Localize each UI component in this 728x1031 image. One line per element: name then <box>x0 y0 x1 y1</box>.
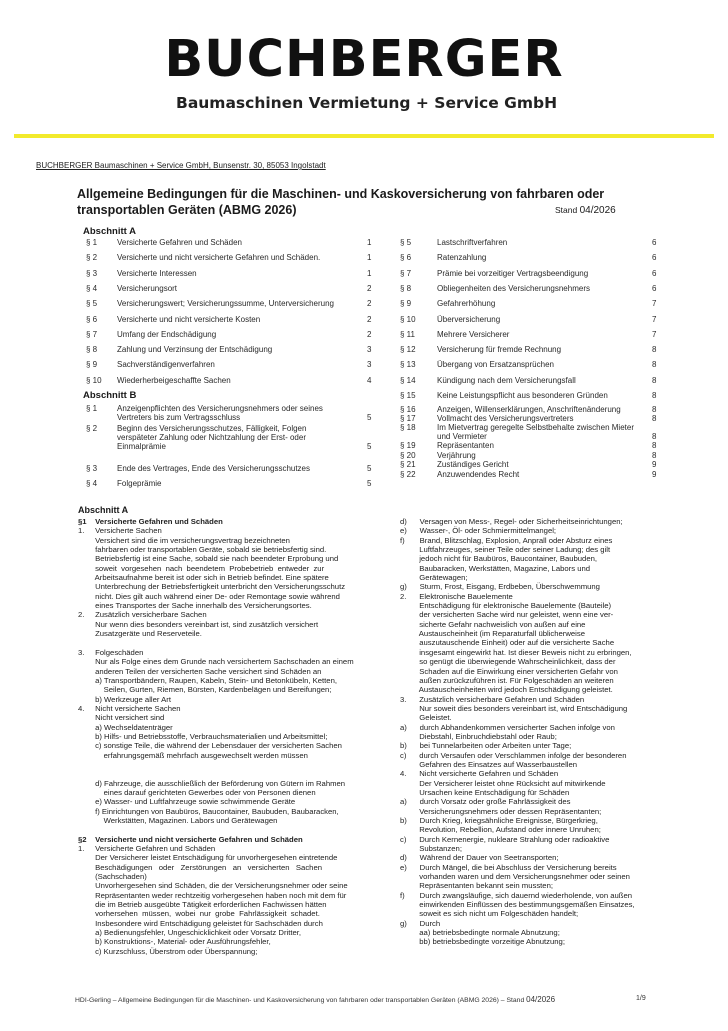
body-text-line: vorhersehen müssen, wobei nur grobe Fahrlässigkeit schadet. <box>78 909 320 919</box>
header-accent-rule <box>14 134 714 138</box>
body-text-line: a) Bedienungsfehler, Ungeschicklichkeit oder Vorsatz Dritter, <box>78 928 302 938</box>
body-text-line: 2. Zusätzlich versicherbare Sachen <box>78 610 207 620</box>
body-text-line: Nicht versichert sind <box>78 713 165 723</box>
body-text-line <box>78 769 396 778</box>
toc-entry-page: 1 <box>367 238 372 247</box>
body-text-line: außen zurückzuführen ist. Für Folgeschäden an weiteren <box>400 675 614 685</box>
toc-entry-page: 8 <box>652 391 657 400</box>
body-text-line: b) Durch Krieg, kriegsähnliche Ereignisse, Bürgerkrieg, <box>400 816 598 825</box>
toc-entry-number: § 3 <box>86 464 98 473</box>
toc-entry-number: § 21 <box>400 460 416 469</box>
toc-section-b-right <box>400 405 662 495</box>
body-text-line: Beschädigungen oder Zerstörungen an versicherten Sachen <box>78 862 323 872</box>
toc-entry-number: § 5 <box>400 238 412 247</box>
body-text-line: Werkstätten, Magazinen. Labors und Gerätewagen <box>78 816 278 825</box>
toc-entry-page: 5 <box>367 464 372 473</box>
toc-entry-page: 9 <box>652 460 657 469</box>
toc-entry-number: § 10 <box>400 314 416 324</box>
page-number: 1/9 <box>636 995 646 1002</box>
toc-entry-number: § 8 <box>86 345 98 355</box>
toc-section-a-left <box>86 238 378 388</box>
toc-entry-number: § 10 <box>86 375 102 385</box>
body-text-line: aa) betriebsbedingte normale Abnutzung; <box>400 928 560 938</box>
toc-entry-page: 2 <box>367 314 372 324</box>
body-text-line: (Sachschaden) <box>78 872 147 882</box>
toc-entry-number: § 18 <box>400 423 416 432</box>
body-text-line: Repräsentanten weder rechtzeitig vorhergesehen haben noch mit dem für <box>78 890 347 900</box>
body-text-line: Repräsentanten bekannt sein mussten; <box>400 881 553 891</box>
toc-entry-number: § 19 <box>400 441 416 450</box>
body-text-line: c) Durch Kernenergie, nukleare Strahlung oder radioaktive <box>400 834 610 844</box>
toc-entry-title: Überversicherung <box>437 314 501 324</box>
toc-entry-title: Obliegenheiten des Versicherungsnehmers <box>437 283 590 293</box>
toc-entry-page: 5 <box>367 413 372 422</box>
toc-entry-title: Versicherte und nicht versicherte Kosten <box>117 314 261 324</box>
toc-entry-number: § 7 <box>86 329 98 339</box>
toc-entry-number: § 4 <box>86 283 98 293</box>
body-text-line: eines darauf gerichteten Gewerbes oder von Personen dienen <box>78 787 316 797</box>
toc-entry-number: § 7 <box>400 268 412 278</box>
body-text-line: f) Durch zwangsläufige, sich dauernd wiederholende, von außen <box>400 890 633 900</box>
toc-entry-title: Zuständiges Gericht <box>437 460 509 469</box>
body-text-line: f) Einrichtungen von Baubüros, Baucontainer, Baubuden, Baubaracken, <box>78 806 339 816</box>
document-title: Allgemeine Bedingungen für die Maschinen- und Kaskoversicherung von fahrbaren oder transportablen Geräten (ABMG 2026) <box>77 187 605 217</box>
toc-entry-number: § 5 <box>86 299 98 309</box>
toc-entry-page: 4 <box>367 375 372 385</box>
toc-entry-page: 8 <box>652 432 657 441</box>
toc-entry-page: 9 <box>652 470 657 479</box>
body-left-column <box>78 517 396 956</box>
body-text-line: Baubaracken, Werkstätten, Magazine, Labors und <box>400 563 591 573</box>
toc-entry-title: Ratenzahlung <box>437 253 487 263</box>
body-text-line <box>78 638 396 647</box>
body-text-line: Insbesondere wird Entschädigung geleistet für Sachschäden durch <box>78 918 323 928</box>
clause-heading: §1 Versicherte Gefahren und Schäden <box>78 517 223 526</box>
toc-entry-page: 8 <box>652 360 657 370</box>
body-text-line: e) Durch Mängel, die bei Abschluss der Versicherung bereits <box>400 862 617 872</box>
body-text-line: insgesamt eingewirkt hat. Ist dieser Beweis nicht zu erbringen, <box>400 647 632 657</box>
body-text-line: Betriebsfertig ist eine Sache, sobald sie nach beendeter Erprobung und <box>78 554 339 564</box>
document-version <box>555 205 616 216</box>
toc-entry-title: Im Mietvertrag geregelte Selbstbehalte zwischen Mieter und Vermieter <box>437 423 634 441</box>
body-text-line: Geleistet. <box>400 713 452 723</box>
body-text-line: c) Kurzschluss, Überstrom oder Überspannung; <box>78 946 258 956</box>
body-text-line: jedoch nicht für Baubüros, Baucontainer, Baubuden, <box>400 554 598 564</box>
body-text-line: bb) betriebsbedingte vorzeitige Abnutzung; <box>400 937 565 947</box>
toc-entry-page: 8 <box>652 451 657 460</box>
body-text-line: Versicherungsnehmers oder dessen Repräsentanten; <box>400 806 602 816</box>
toc-entry-title: Folgeprämie <box>117 479 162 488</box>
toc-entry-number: § 9 <box>86 360 98 370</box>
toc-entry-title: Umfang der Endschädigung <box>117 329 217 339</box>
stand-value: 04/2026 <box>579 205 616 216</box>
toc-entry-title: Kündigung nach dem Versicherungsfall <box>437 375 576 385</box>
body-text-line: Zusatzgeräte und Reserveteile. <box>78 629 202 639</box>
toc-entry-title: Keine Leistungspflicht aus besonderen Gründen <box>437 391 608 400</box>
body-text-line: 3. Folgeschäden <box>78 647 144 657</box>
toc-entry-title: Beginn des Versicherungsschutzes, Fälligkeit, Folgen verspäteter Zahlung oder Nichtzahlung der Erst- oder Einmalprämie <box>117 424 307 451</box>
toc-entry-number: § 6 <box>400 253 412 263</box>
toc-entry-number: § 6 <box>86 314 98 324</box>
body-text-line: b) Werkzeuge aller Art <box>78 694 171 704</box>
toc-entry-page: 1 <box>367 268 372 278</box>
body-text-line: soweit vorgesehen nach beendetem Probebetrieb entweder zur <box>78 563 325 573</box>
toc-entry-page: 6 <box>652 283 657 293</box>
toc-entry-page: 5 <box>367 442 372 451</box>
body-text-line <box>78 825 396 834</box>
toc-entry-page: 8 <box>652 414 657 423</box>
body-text-line: Unvorhergesehen sind Schäden, die der Versicherungsnehmer oder seine <box>78 881 348 891</box>
toc-entry-number: § 13 <box>400 360 416 370</box>
toc-entry-page: 7 <box>652 299 657 309</box>
toc-entry-page: 8 <box>652 441 657 450</box>
body-right-column <box>400 517 675 947</box>
toc-entry-number: § 3 <box>86 268 98 278</box>
toc-section-b-heading: Abschnitt B <box>83 390 137 401</box>
body-text-line: 1. Versicherte Sachen <box>78 526 162 536</box>
body-text-line: vorhanden waren und dem Versicherungsnehmer oder seinen <box>400 872 630 882</box>
body-text-line: f) Brand, Blitzschlag, Explosion, Anprall oder Absturz eines <box>400 535 613 545</box>
body-text-line <box>78 760 396 769</box>
body-text-line: Austauscheinheiten wird jedoch Entschädigung geleistet. <box>400 685 613 695</box>
body-text-line: Entschädigung für elektronische Bauelemente (Bauteile) <box>400 601 612 611</box>
stand-label: Stand <box>555 205 578 215</box>
body-text-line: anderen Teilen der versicherten Sache versichert sind Schäden an <box>78 666 322 676</box>
body-text-line: Nur wenn dies besonders vereinbart ist, sind zusätzlich versichert <box>78 619 319 629</box>
toc-entry-number: § 2 <box>86 253 98 263</box>
toc-entry-title: Versicherte und nicht versicherte Gefahren und Schäden. <box>117 253 321 263</box>
toc-entry-page: 2 <box>367 283 372 293</box>
toc-entry-number: § 8 <box>400 283 412 293</box>
toc-entry-page: 8 <box>652 345 657 355</box>
body-text-line: b) Konstruktions-, Material- oder Ausführungsfehler, <box>78 937 271 947</box>
body-text-line: Gefahren des Einsatzes auf Wasserbaustellen <box>400 759 578 769</box>
toc-entry-title: Wiederherbeigeschaffte Sachen <box>117 375 231 385</box>
toc-entry-title: Versicherungsort <box>117 283 178 293</box>
body-section-heading: Abschnitt A <box>78 505 129 515</box>
toc-entry-title: Vollmacht des Versicherungsvertreters <box>437 414 574 423</box>
body-text-line: Substanzen; <box>400 844 462 854</box>
toc-entry-page: 6 <box>652 268 657 278</box>
toc-entry-title: Verjährung <box>437 451 476 460</box>
toc-entry-title: Repräsentanten <box>437 441 494 450</box>
body-text-line: so genügt die überwiegende Wahrscheinlichkeit, dass der <box>400 657 616 667</box>
body-text-line: fahrbaren oder transportablen Geräte, sobald sie betriebsfertig sind. <box>78 545 327 555</box>
toc-entry-number: § 4 <box>86 479 98 488</box>
body-text-line: die im Betrieb ausgeübte Tätigkeit erforderlichen Fachwissen hätten <box>78 900 327 910</box>
body-text-line: einwirkenden Einflüssen des bestimmungsgemäßen Einsatzes, <box>400 900 635 910</box>
toc-entry-number: § 15 <box>400 391 416 400</box>
page-footer <box>75 995 555 1004</box>
toc-entry-title: Anzuwendendes Recht <box>437 470 520 479</box>
body-text-line: der versicherten Sache wird nur geleistet, wenn eine ver- <box>400 610 614 620</box>
toc-entry-page: 2 <box>367 329 372 339</box>
toc-entry-page: 7 <box>652 329 657 339</box>
body-text-line: a) durch Abhandenkommen versicherter Sachen infolge von <box>400 722 615 732</box>
toc-entry-number: § 1 <box>86 404 98 413</box>
body-text-line: Der Versicherer leistet Entschädigung für unvorhergesehen eintretende <box>78 853 338 863</box>
toc-entry-title: Versicherung für fremde Rechnung <box>437 345 562 355</box>
toc-entry-number: § 16 <box>400 405 416 414</box>
body-text-line: d) Versagen von Mess-, Regel- oder Sicherheitseinrichtungen; <box>400 517 623 526</box>
body-text-line: d) Fahrzeuge, die ausschließlich der Beförderung von Gütern im Rahmen <box>78 778 346 788</box>
toc-entry-title: Anzeigen, Willenserklärungen, Anschriftenänderung <box>437 405 621 414</box>
body-text-line: sicherte Gefahr nachweislich von außen auf eine <box>400 619 586 629</box>
body-text-line: soweit es sich nicht um Folgeschäden handelt; <box>400 909 579 919</box>
body-text-line: b) bei Tunnelarbeiten oder Arbeiten unter Tage; <box>400 741 572 751</box>
toc-entry-page: 2 <box>367 299 372 309</box>
toc-entry-number: § 11 <box>400 329 415 339</box>
toc-section-a-right <box>400 238 662 403</box>
body-text-line: a) Wechseldatenträger <box>78 722 173 732</box>
toc-entry-page: 6 <box>652 253 657 263</box>
toc-section-b-left <box>86 404 378 494</box>
toc-entry-title: Prämie bei vorzeitiger Vertragsbeendigung <box>437 268 589 278</box>
toc-entry-title: Sachverständigenverfahren <box>117 360 215 370</box>
toc-entry-title: Ende des Vertrages, Ende des Versicherungsschutzes <box>117 464 311 473</box>
body-text-line: b) Hilfs- und Betriebsstoffe, Verbrauchsmaterialien und Arbeitsmittel; <box>78 731 328 741</box>
toc-section-a-heading: Abschnitt A <box>83 226 136 237</box>
body-text-line: a) Transportbändern, Raupen, Kabeln, Stein- und Betonkübeln, Ketten, <box>78 675 337 685</box>
body-text-line: e) Wasser-, Öl- oder Schmiermittelmangel; <box>400 526 557 536</box>
toc-entry-page: 7 <box>652 314 657 324</box>
toc-entry-title: Zahlung und Verzinsung der Entschädigung <box>117 345 273 355</box>
toc-entry-number: § 20 <box>400 451 416 460</box>
body-text-line: Ursachen keine Entschädigung für Schäden <box>400 787 570 797</box>
toc-entry-number: § 9 <box>400 299 412 309</box>
toc-entry-page: 8 <box>652 375 657 385</box>
toc-entry-title: Gefahrerhöhung <box>437 299 496 309</box>
body-text-line: 4. Nicht versicherte Gefahren und Schäden <box>400 769 559 779</box>
body-text-line: e) Wasser- und Luftfahrzeuge sowie schwimmende Geräte <box>78 797 296 807</box>
company-subtitle: Baumaschinen Vermietung + Service GmbH <box>176 94 558 112</box>
toc-entry-page: 6 <box>652 238 657 247</box>
body-text-line: 3. Zusätzlich versicherbare Gefahren und Schäden <box>400 694 585 704</box>
toc-entry-number: § 22 <box>400 470 416 479</box>
toc-entry-title: Versicherte Gefahren und Schäden <box>117 238 242 247</box>
footer-text: HDI-Gerling – Allgemeine Bedingungen für die Maschinen- und Kaskoversicherung von fahrbaren oder transportablen Geräten (ABMG 2026) – Stand <box>75 997 525 1004</box>
toc-entry-title: Versicherte Interessen <box>117 268 197 278</box>
body-text-line: Gerätewagen; <box>400 573 468 583</box>
body-text-line: a) durch Vorsatz oder große Fahrlässigkeit des <box>400 797 571 807</box>
toc-entry-page: 5 <box>367 479 372 488</box>
body-text-line: Austauscheinheit (im Reparaturfall üblicherweise <box>400 629 586 639</box>
body-text-line: nicht. Dies gilt auch während einer De- oder Remontage sowie während <box>78 591 340 601</box>
toc-entry-number: § 17 <box>400 414 416 423</box>
body-text-line: 4. Nicht versicherte Sachen <box>78 703 181 713</box>
toc-entry-page: 8 <box>652 405 657 414</box>
body-text-line: Revolution, Rebellion, Aufstand oder innere Unruhen; <box>400 825 601 835</box>
body-text-line: d) Während der Dauer von Seetransporten; <box>400 853 559 863</box>
body-text-line: Versichert sind die im versicherungsvertrag bezeichneten <box>78 535 290 545</box>
body-text-line: Nur als Folge eines dem Grunde nach versichertem Sachschaden an einem <box>78 657 354 667</box>
toc-entry-number: § 1 <box>86 238 98 247</box>
toc-entry-page: 3 <box>367 360 372 370</box>
body-text-line: Diebstahl, Einbruchdiebstahl oder Raub; <box>400 731 557 741</box>
body-text-line: g) Durch <box>400 918 441 928</box>
toc-entry-number: § 14 <box>400 375 416 385</box>
toc-entry-title: Mehrere Versicherer <box>437 329 510 339</box>
company-logo-wordmark: BUCHBERGER <box>164 30 564 89</box>
toc-entry-number: § 2 <box>86 424 98 433</box>
toc-entry-page: 1 <box>367 253 372 263</box>
toc-entry-title: Versicherungswert; Versicherungssumme, Unterversicherung <box>117 299 334 309</box>
body-text-line: Unterbrechung der Betriebsfertigkeit unterbricht den Versicherungsschutz <box>78 582 346 592</box>
body-text-line: 2. Elektronische Bauelemente <box>400 591 513 601</box>
toc-entry-number: § 12 <box>400 345 416 355</box>
body-text-line: Luftfahrzeuges, seiner Teile oder seiner Ladung; des gilt <box>400 545 611 555</box>
toc-entry-title: Anzeigenpflichten des Versicherungsnehmers oder seines Vertreters bis zum Vertragsschluss <box>117 404 323 422</box>
body-text-line: 1. Versicherte Gefahren und Schäden <box>78 844 216 854</box>
toc-entry-title: Übergang von Ersatzansprüchen <box>437 360 554 370</box>
body-text-line: Seilen, Gurten, Riemen, Bürsten, Kardenbelägen und Bereifungen; <box>78 685 332 695</box>
toc-entry-title: Lastschriftverfahren <box>437 238 508 247</box>
footer-date: 04/2026 <box>526 995 556 1004</box>
sender-address-line: BUCHBERGER Baumaschinen + Service GmbH, Bunsenstr. 30, 85053 Ingolstadt <box>36 161 326 170</box>
toc-entry-page: 3 <box>367 345 372 355</box>
body-text-line: eines Transportes der Sache innerhalb des Versicherungsortes. <box>78 601 312 611</box>
body-text-line: Schaden auf die Einwirkung einer versicherten Gefahr von <box>400 666 618 676</box>
clause-heading: §2 Versicherte und nicht versicherte Gefahren und Schäden <box>78 834 303 844</box>
body-text-line: c) durch Versaufen oder Verschlammen infolge der besonderen <box>400 750 627 760</box>
body-text-line: Der Versicherer leistet ohne Rücksicht auf mitwirkende <box>400 778 606 788</box>
body-text-line: g) Sturm, Frost, Eisgang, Erdbeben, Überschwemmung <box>400 582 600 592</box>
body-text-line: erfahrungsgemäß mehrfach ausgewechselt werden müssen <box>78 750 308 760</box>
body-text-line: auszutauschende Einheit) oder auf die versicherte Sache <box>400 638 615 648</box>
body-text-line: Arbeitsaufnahme bereit ist oder sich in Betrieb befindet. Eine spätere <box>78 573 329 583</box>
body-text-line: c) sonstige Teile, die während der Lebensdauer der versicherten Sachen <box>78 741 342 751</box>
body-text-line: Nur soweit dies besonders vereinbart ist, wird Entschädigung <box>400 703 628 713</box>
